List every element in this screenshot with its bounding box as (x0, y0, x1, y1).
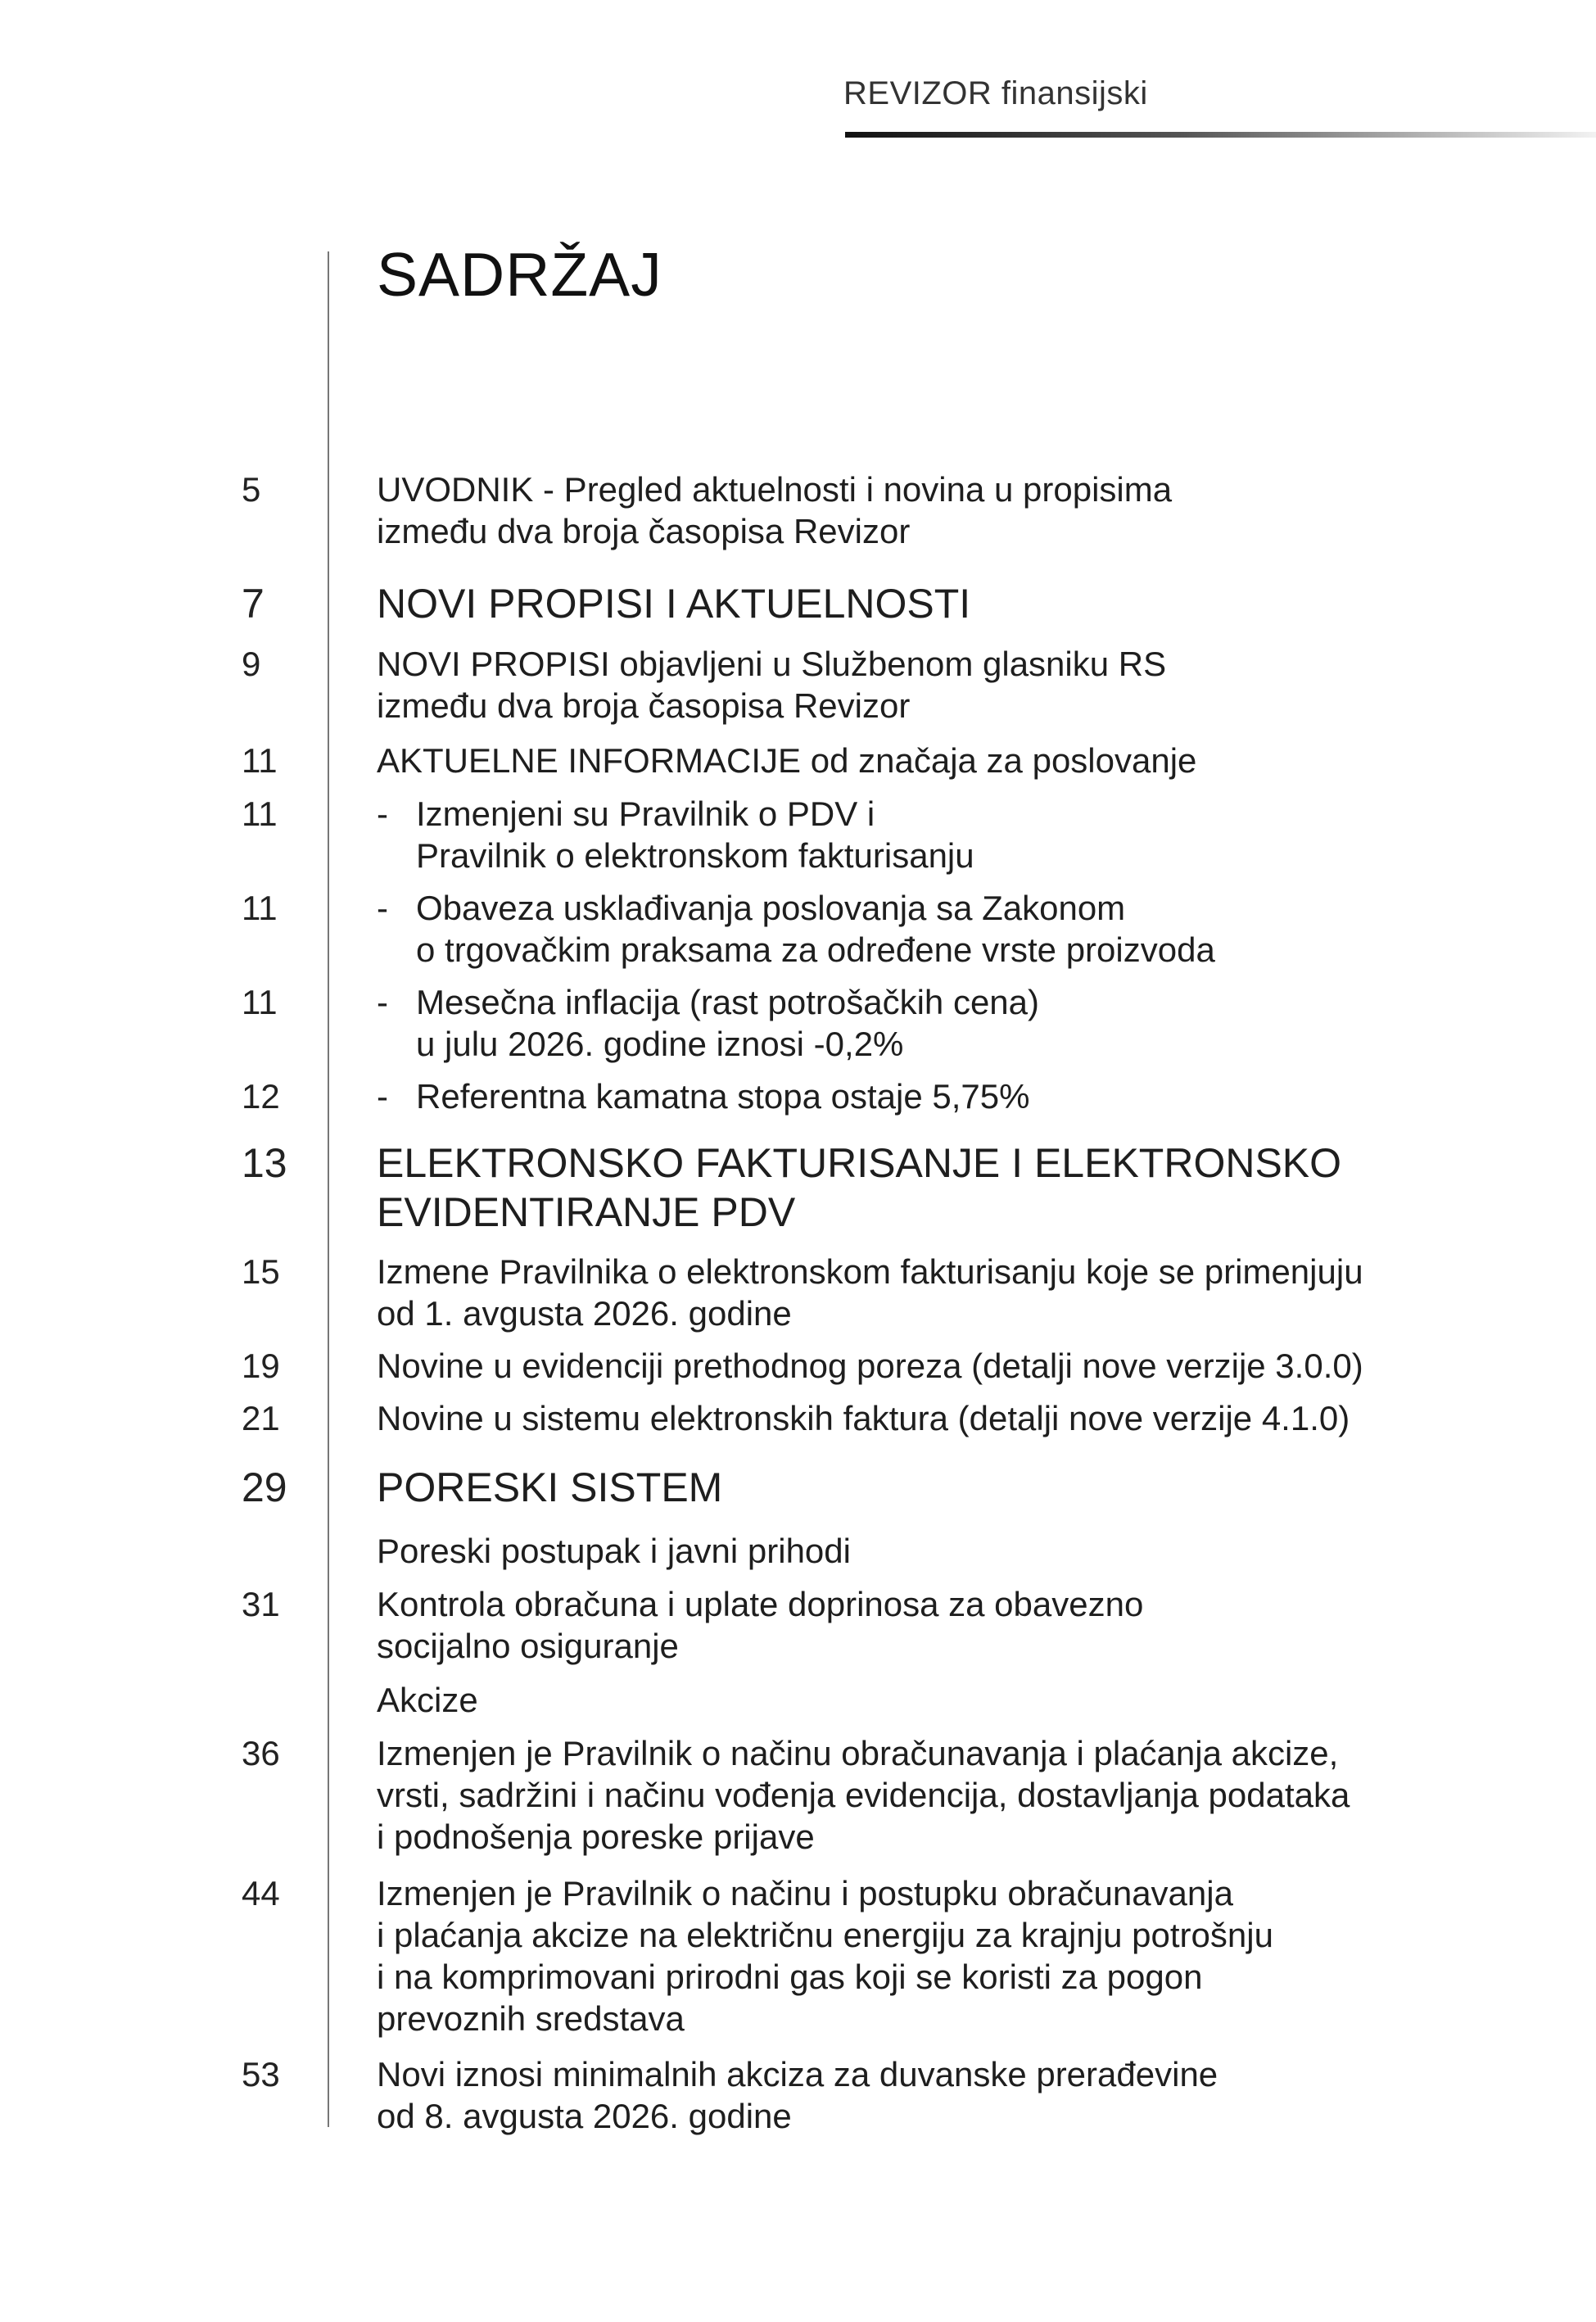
toc-line: Novine u evidenciji prethodnog poreza (detalji nove verzije 3.0.0) (377, 1347, 1363, 1385)
toc-page-number: 36 (242, 1734, 280, 1772)
toc-page-number: 19 (242, 1347, 280, 1385)
toc-line: NOVI PROPISI I AKTUELNOSTI (377, 581, 971, 627)
toc-entry-text (377, 1463, 1425, 1512)
toc-entry-text (377, 579, 1425, 628)
toc-line: Izmene Pravilnika o elektronskom fakturisanju koje se primenjuju (377, 1252, 1363, 1291)
toc-page-number: 11 (242, 741, 278, 780)
toc-line: ELEKTRONSKO FAKTURISANJE I ELEKTRONSKO (377, 1140, 1342, 1186)
toc-line: prevoznih sredstava (377, 1999, 685, 2038)
vertical-divider (328, 251, 329, 2127)
toc-line: između dva broja časopisa Revizor (377, 512, 911, 550)
toc-line: Novine u sistemu elektronskih faktura (detalji nove verzije 4.1.0) (377, 1399, 1350, 1437)
toc-page-number: 11 (242, 794, 278, 833)
toc-line: Izmenjen je Pravilnik o načinu obračunavanja i plaćanja akcize, (377, 1734, 1339, 1772)
toc-line: Mesečna inflacija (rast potrošačkih cena) (416, 983, 1040, 1021)
toc-line: i podnošenja poreske prijave (377, 1817, 815, 1856)
toc-line: Izmenjeni su Pravilnik o PDV i (416, 794, 875, 833)
toc-line: Novi iznosi minimalnih akciza za duvanske prerađevine (377, 2055, 1218, 2093)
toc-line: Kontrola obračuna i uplate doprinosa za obavezno (377, 1585, 1144, 1623)
toc-entry-text (377, 468, 1425, 552)
toc-entry-text (377, 1345, 1425, 1387)
toc-entry-text (377, 740, 1425, 781)
toc-line: EVIDENTIRANJE PDV (377, 1189, 796, 1235)
toc-line: Izmenjen je Pravilnik o načinu i postupku obračunavanja (377, 1874, 1233, 1912)
running-header: REVIZOR finansijski (843, 75, 1148, 111)
subheading-text: Poreski postupak i javni prihodi (377, 1532, 851, 1570)
toc-page-number: 11 (242, 983, 278, 1021)
toc-page-number: 31 (242, 1585, 280, 1623)
toc-line: socijalno osiguranje (377, 1627, 679, 1665)
toc-line: Pravilnik o elektronskom fakturisanju (416, 836, 974, 875)
toc-line: vrsti, sadržini i načinu vođenja evidencija, dostavljanja podataka (377, 1776, 1350, 1814)
toc-line: PORESKI SISTEM (377, 1464, 723, 1510)
toc-line: Referentna kamatna stopa ostaje 5,75% (416, 1077, 1030, 1116)
toc-page-number: 13 (242, 1140, 287, 1186)
bullet-dash: - (377, 889, 388, 927)
toc-line: od 1. avgusta 2026. godine (377, 1294, 792, 1333)
toc-line: od 8. avgusta 2026. godine (377, 2097, 792, 2135)
toc-page-number: 29 (242, 1464, 287, 1510)
toc-line: AKTUELNE INFORMACIJE od značaja za poslovanje (377, 741, 1197, 780)
toc-entry-text (416, 1075, 1464, 1117)
toc-page-number: 15 (242, 1252, 280, 1291)
toc-line: i plaćanja akcize na električnu energiju za krajnju potrošnju (377, 1916, 1273, 1954)
toc-entry-text (377, 1583, 1425, 1667)
toc-entry-text (377, 1872, 1425, 2039)
toc-entry-text (416, 793, 1464, 876)
toc-entry-text (377, 1732, 1425, 1858)
toc-page-number: 44 (242, 1874, 280, 1912)
toc-page-number: 21 (242, 1399, 280, 1437)
page-title: SADRŽAJ (377, 240, 662, 309)
toc-page-number: 12 (242, 1077, 280, 1116)
toc-line: NOVI PROPISI objavljeni u Službenom glasniku RS (377, 645, 1167, 683)
toc-page-number: 53 (242, 2055, 280, 2093)
bullet-dash: - (377, 983, 388, 1021)
toc-entry-text (377, 1251, 1425, 1334)
toc-entry-text (377, 1397, 1425, 1439)
toc-entry-text (416, 887, 1464, 971)
bullet-dash: - (377, 1077, 388, 1116)
header-rule (845, 132, 1596, 138)
toc-line: o trgovačkim praksama za određene vrste proizvoda (416, 930, 1215, 969)
toc-entry-text (416, 981, 1464, 1065)
toc-page-number: 9 (242, 645, 261, 683)
toc-line: u julu 2026. godine iznosi -0,2% (416, 1025, 904, 1063)
toc-page-number: 7 (242, 581, 264, 627)
subheading-text: Akcize (377, 1681, 478, 1719)
toc-page-number: 11 (242, 889, 278, 927)
toc-line: između dva broja časopisa Revizor (377, 686, 911, 725)
toc-line: UVODNIK - Pregled aktuelnosti i novina u propisima (377, 470, 1173, 509)
toc-entry-text (377, 643, 1425, 726)
toc-line: Obaveza usklađivanja poslovanja sa Zakonom (416, 889, 1126, 927)
toc-line: i na komprimovani prirodni gas koji se koristi za pogon (377, 1958, 1203, 1996)
toc-entry-text (377, 1138, 1425, 1237)
bullet-dash: - (377, 794, 388, 833)
toc-entry-text (377, 2053, 1425, 2137)
toc-page-number: 5 (242, 470, 261, 509)
